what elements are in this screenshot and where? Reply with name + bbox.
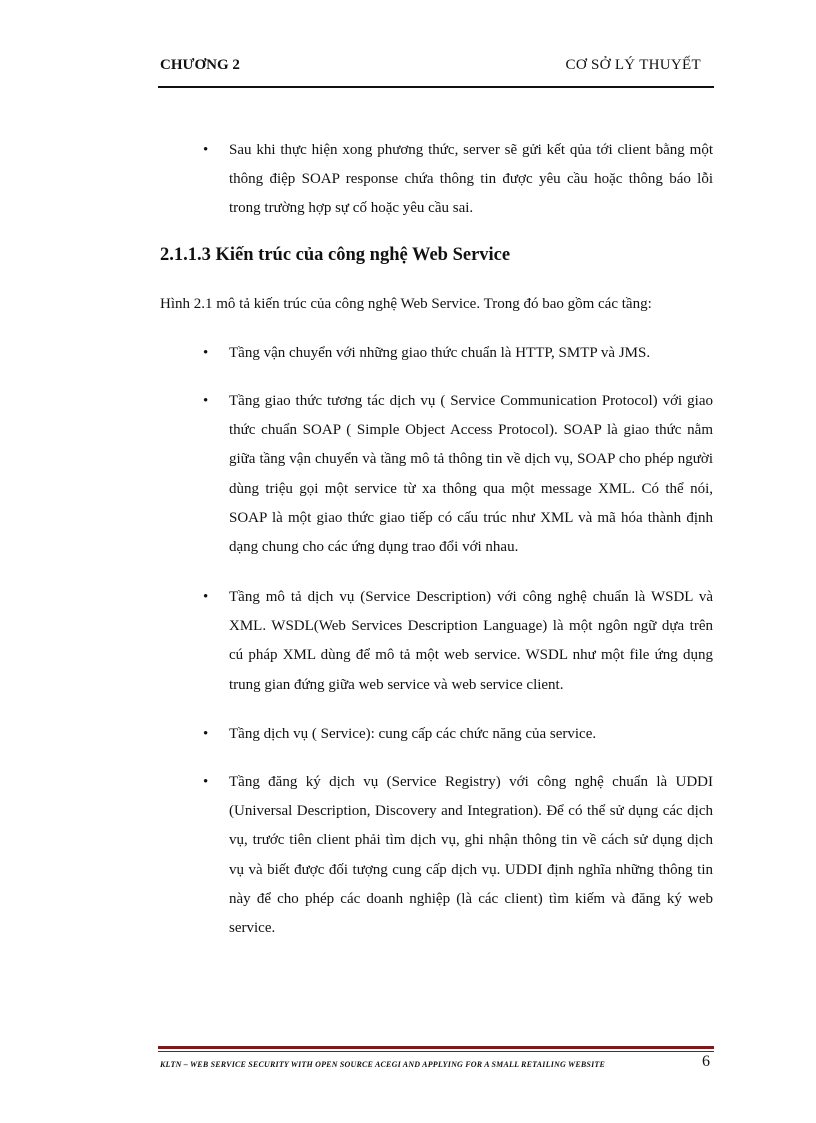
page-header: [160, 57, 713, 79]
footer-title: KLTN – WEB SERVICE SECURITY WITH OPEN SOURCE ACEGI AND APPLYING FOR A SMALL RETAILING WEBSITE: [160, 1060, 606, 1069]
list-item: [203, 339, 713, 368]
list-item-text: Tầng mô tả dịch vụ (Service Description) với công nghệ chuẩn là WSDL và XML. WSDL(Web Services Description Language) là một ngôn ngữ dựa trên cú pháp XML dùng để mô tả một web service. WSDL như một file ứng dụng trung gian đứng giữa web service và web service client.: [229, 589, 713, 693]
bullet-icon: •: [203, 142, 209, 158]
list-item-text: Sau khi thực hiện xong phương thức, server sẽ gửi kết qủa tới client bằng một thông điệp SOAP response chứa thông tin được yêu cầu hoặc thông báo lỗi trong trường hợp sự cố hoặc yêu cầu sai.: [229, 142, 713, 217]
bullet-icon: •: [203, 726, 209, 742]
list-item-text: Tầng đăng ký dịch vụ (Service Registry) với công nghệ chuẩn là UDDI (Universal Description, Discovery and Integration). Để có thể sử dụng các dịch vụ, trước tiên client phải tìm dịch vụ, ghi nhận thông tin về cách sử dụng dịch vụ và biết được đối tượng cung cấp dịch vụ. UDDI định nghĩa những thông tin này để cho phép các doanh nghiệp (là các client) tìm kiếm và đăng ký web service.: [229, 774, 713, 937]
section-label: CƠ SỞ LÝ THUYẾT: [565, 57, 701, 73]
page-number: 6: [702, 1053, 710, 1070]
list-item-text: Tầng giao thức tương tác dịch vụ ( Service Communication Protocol) với giao thức chuẩn SOAP ( Simple Object Access Protocol). SOAP là giao thức nằm giữa tầng vận chuyển và tầng mô tả thông tin về dịch vụ, SOAP cho phép người dùng triệu gọi một service từ xa thông qua một message XML. Có thể nói, SOAP là một giao thức giao tiếp có cấu trúc như XML và mã hóa thành định dạng chung cho các ứng dụng trao đổi với nhau.: [229, 393, 713, 556]
list-item: [203, 136, 713, 224]
list-item: [203, 768, 713, 943]
list-item: [203, 387, 713, 562]
bullet-icon: •: [203, 589, 209, 605]
list-item-text: Tầng vận chuyển với những giao thức chuẩn là HTTP, SMTP và JMS.: [229, 345, 651, 361]
list-item-text: Tầng dịch vụ ( Service): cung cấp các chức năng của service.: [229, 726, 597, 742]
bullet-icon: •: [203, 345, 209, 361]
list-item: [203, 583, 713, 700]
intro-paragraph: Hình 2.1 mô tả kiến trúc của công nghệ Web Service. Trong đó bao gồm các tầng:: [160, 296, 652, 312]
bullet-icon: •: [203, 393, 209, 409]
header-divider: [158, 86, 714, 88]
chapter-label: CHƯƠNG 2: [160, 57, 240, 73]
footer-divider: [158, 1046, 714, 1049]
bullet-icon: •: [203, 774, 209, 790]
footer-divider-thin: [158, 1051, 714, 1052]
section-heading: 2.1.1.3 Kiến trúc của công nghệ Web Service: [160, 245, 511, 265]
list-item: [203, 720, 713, 749]
